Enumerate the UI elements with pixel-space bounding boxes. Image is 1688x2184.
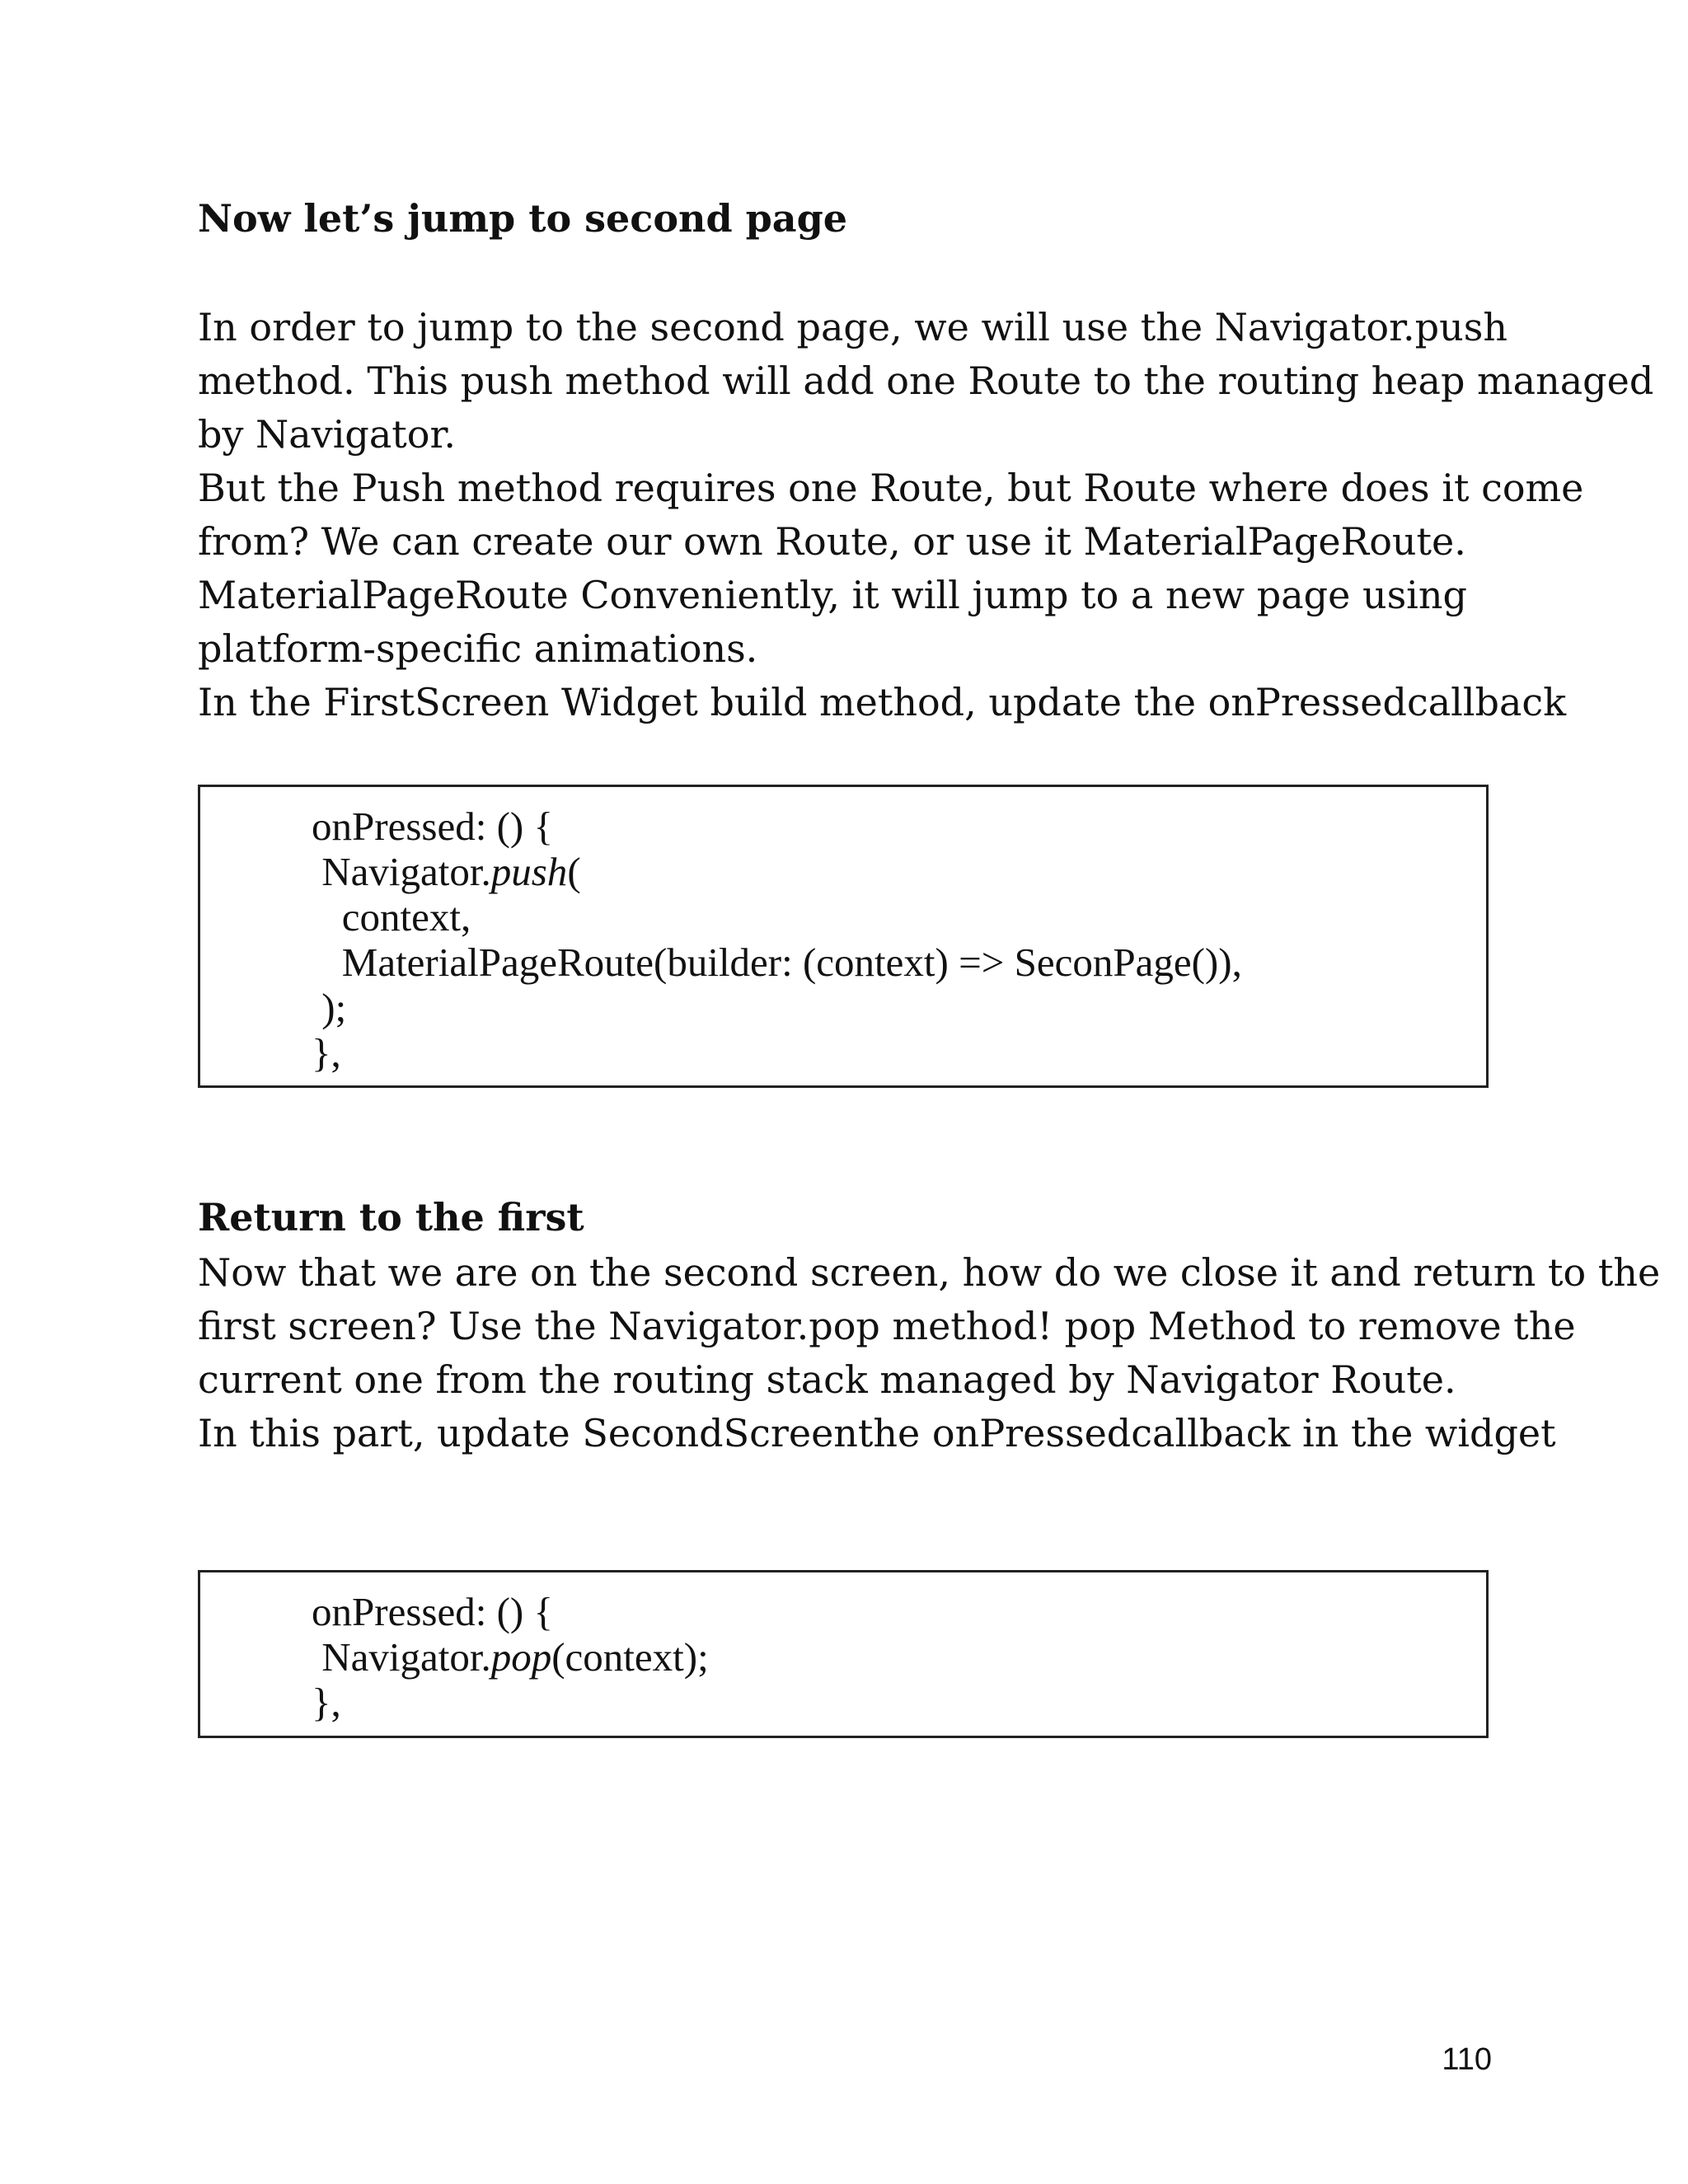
- text-line: current one from the routing stack managed by Navigator Route.: [198, 1357, 1456, 1402]
- code-line: },: [312, 1030, 341, 1076]
- section-heading-second-page: Now let’s jump to second page: [198, 196, 848, 241]
- text-line: by Navigator.: [198, 412, 457, 457]
- code-line: );: [312, 985, 347, 1030]
- code-method-name: push: [490, 849, 568, 894]
- text-line: But the Push method requires one Route, but Route where does it come: [198, 466, 1584, 510]
- text-line: In the FirstScreen Widget build method, update the onPressedcallback: [198, 680, 1567, 724]
- section-heading-return: Return to the first: [198, 1195, 584, 1240]
- code-method-name: pop: [490, 1634, 552, 1680]
- code-line: },: [312, 1680, 341, 1725]
- code-block-pop: [198, 1570, 1489, 1738]
- return-paragraph: [198, 1246, 1661, 1460]
- text-line: from? We can create our own Route, or use it MaterialPageRoute.: [198, 519, 1466, 564]
- code-line: context,: [312, 894, 471, 940]
- text-line: platform-specific animations.: [198, 626, 758, 671]
- text-line: In this part, update SecondScreenthe onPressedcallback in the widget: [198, 1411, 1556, 1455]
- code-token: Navigator.: [312, 1634, 491, 1680]
- text-line: method. This push method will add one Route to the routing heap managed: [198, 359, 1654, 403]
- code-line: MaterialPageRoute(builder: (context) => SeconPage()),: [312, 940, 1242, 985]
- code-line: [312, 1634, 1486, 1680]
- text-line: In order to jump to the second page, we will use the Navigator.push: [198, 305, 1507, 349]
- text-line: first screen? Use the Navigator.pop method! pop Method to remove the: [198, 1304, 1576, 1348]
- text-line: Now that we are on the second screen, how do we close it and return to the: [198, 1250, 1661, 1295]
- code-token: Navigator.: [312, 849, 491, 894]
- text-line: MaterialPageRoute Conveniently, it will jump to a new page using: [198, 573, 1467, 617]
- code-block-push: [198, 785, 1489, 1088]
- intro-paragraph: [198, 301, 1654, 729]
- code-line: onPressed: () {: [312, 1589, 553, 1634]
- code-line: onPressed: () {: [312, 804, 553, 849]
- code-line: [312, 849, 1486, 894]
- page-number: 110: [1442, 2042, 1492, 2077]
- code-token: (: [567, 849, 581, 894]
- code-token: (context);: [551, 1634, 709, 1680]
